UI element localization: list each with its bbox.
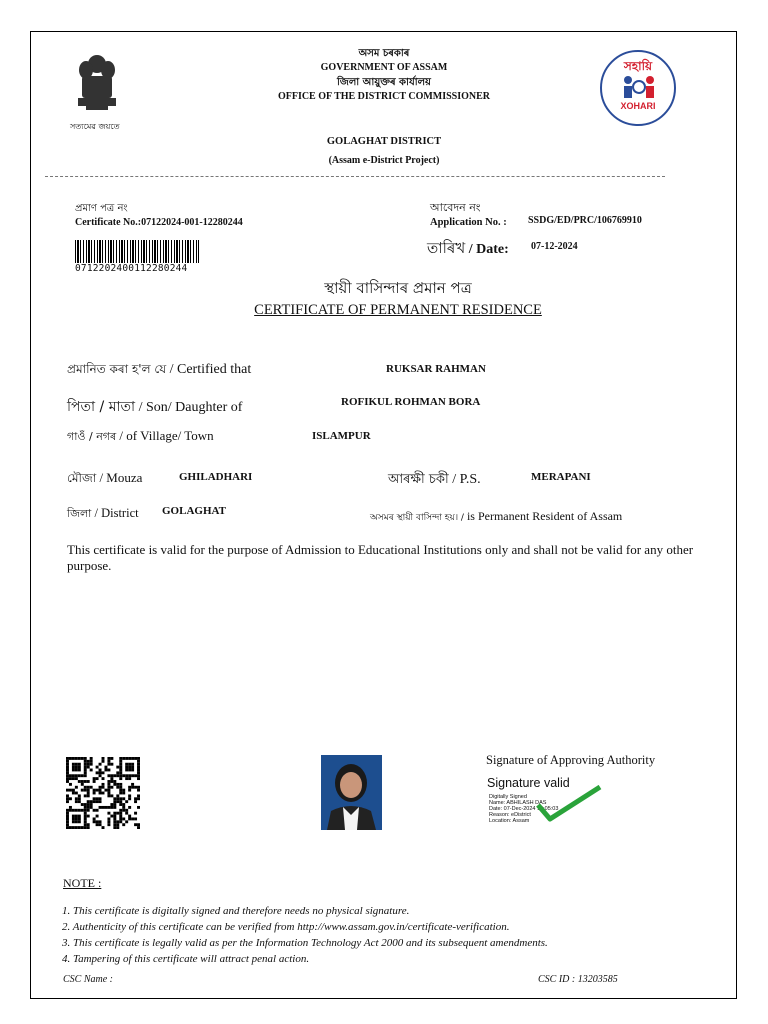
- village-label-en: / of Village/ Town: [116, 428, 214, 443]
- cert-title-bn: স্থায়ী বাসিন্দাৰ প্ৰমান পত্ৰ: [324, 279, 472, 297]
- certified-label-bn: প্ৰমানিত কৰা হ'ল যে: [67, 362, 167, 376]
- office-title-bn: জিলা আয়ুক্তৰ কাৰ্যালয়: [337, 77, 431, 88]
- authority-label: Signature of Approving Authority: [486, 753, 656, 767]
- note-item-2: 2. Authenticity of this certificate can be verified from http://www.assam.gov.in/certificate-verification.: [62, 921, 510, 933]
- signature-line-5: Location: Assam: [489, 818, 530, 824]
- village-label: [67, 428, 214, 447]
- validity-text: This certificate is valid for the purpose of Admission to Educational Institutions only and shall not be valid for any other purpose.: [67, 542, 694, 573]
- holder-name: RUKSAR RAHMAN: [386, 363, 486, 375]
- certified-label-en: / Certified that: [166, 362, 252, 377]
- barcode-text: 0712202400112280244: [75, 263, 188, 274]
- signature-line-3: Date: 07-Dec-2024 13:05:03: [489, 806, 559, 812]
- note-item-1: 1. This certificate is digitally signed and therefore needs no physical signature.: [62, 905, 410, 917]
- note-title: NOTE :: [63, 876, 102, 890]
- xohari-logo-text: XOHARI: [620, 101, 656, 111]
- qr-code: [66, 757, 140, 829]
- date-row: [427, 237, 509, 262]
- cert-no-label-bn: প্ৰমাণ পত্ৰ নং: [75, 203, 128, 214]
- district-label-bn: জিলা: [67, 507, 92, 520]
- qr-code-graphic: [66, 757, 140, 829]
- holder-photo: [321, 755, 382, 830]
- district-name: GOLAGHAT: [162, 505, 226, 517]
- barcode: [75, 240, 199, 263]
- cert-title: CERTIFICATE OF PERMANENT RESIDENCE: [254, 302, 542, 318]
- office-title: OFFICE OF THE DISTRICT COMMISSIONER: [277, 91, 491, 102]
- ps-label: [388, 470, 481, 491]
- project-title: (Assam e-District Project): [328, 155, 440, 166]
- certified-label: [67, 361, 251, 381]
- state-emblem-icon: [72, 52, 122, 120]
- signature-line-4: Reason: eDistrict: [489, 812, 531, 818]
- resident-statement-en: is Permanent Resident of Assam: [466, 509, 623, 523]
- resident-statement-bn: অসমৰ স্থায়ী বাসিন্দা হয়। /: [370, 513, 464, 523]
- ps-label-en: / P.S.: [448, 472, 481, 487]
- header-separator: [45, 176, 665, 177]
- app-no-label: Application No. :: [430, 217, 507, 228]
- district-title: GOLAGHAT DISTRICT: [326, 136, 442, 147]
- cert-no-row: [75, 217, 243, 228]
- note-item-3: 3. This certificate is legally valid as per the Information Technology Act 2000 and its subsequent amendments.: [62, 937, 548, 949]
- xohari-logo-text-bn: সহায়ি: [623, 59, 653, 73]
- district-label: [67, 505, 139, 524]
- csc-id: CSC ID : 13203585: [538, 974, 618, 985]
- village-name: ISLAMPUR: [312, 430, 371, 442]
- parent-name: ROFIKUL ROHMAN BORA: [341, 396, 481, 408]
- mouza-name: GHILADHARI: [179, 471, 253, 483]
- ps-label-bn: আৰক্ষী চকী: [388, 472, 449, 487]
- ps-name: MERAPANI: [531, 471, 591, 483]
- mouza-label-en: / Mouza: [96, 470, 143, 485]
- cert-no-label: Certificate No.:: [75, 217, 142, 228]
- village-label-bn: গাওঁ / নগৰ: [67, 430, 117, 443]
- mouza-label-bn: মৌজা: [67, 471, 97, 485]
- parent-label-en: / Son/ Daughter of: [135, 400, 243, 415]
- mouza-label: [67, 470, 142, 490]
- app-no: SSDG/ED/PRC/106769910: [528, 215, 642, 226]
- signature-line-1: Digitally Signed: [489, 794, 527, 800]
- signature-line-2: Name: ABHILASH DAS: [489, 800, 547, 806]
- parent-label: [67, 395, 242, 419]
- issue-date: 07-12-2024: [531, 241, 578, 252]
- person-photo-icon: [321, 755, 382, 830]
- date-label: / Date:: [465, 242, 509, 257]
- date-label-bn: তাৰিখ: [427, 239, 466, 257]
- parent-label-bn: পিতা / মাতা: [67, 399, 136, 415]
- district-label-en: / District: [91, 506, 139, 520]
- csc-name-label: CSC Name :: [63, 974, 113, 985]
- resident-statement: [370, 509, 622, 525]
- xohari-logo: [600, 50, 676, 126]
- emblem-motto: সত্যমেৱ জয়তে: [70, 122, 120, 131]
- signature-valid: Signature valid: [487, 776, 570, 790]
- note-item-4: 4. Tampering of this certificate will attract penal action.: [62, 953, 310, 965]
- notes-list: [62, 903, 548, 967]
- gov-title: GOVERNMENT OF ASSAM: [320, 62, 448, 73]
- cert-no: 07122024-001-12280244: [141, 217, 243, 228]
- gov-title-bn: অসম চৰকাৰ: [358, 48, 410, 59]
- app-no-label-bn: আবেদন নং: [430, 201, 481, 214]
- people-icon: [620, 74, 658, 100]
- checkmark-icon: [536, 785, 604, 823]
